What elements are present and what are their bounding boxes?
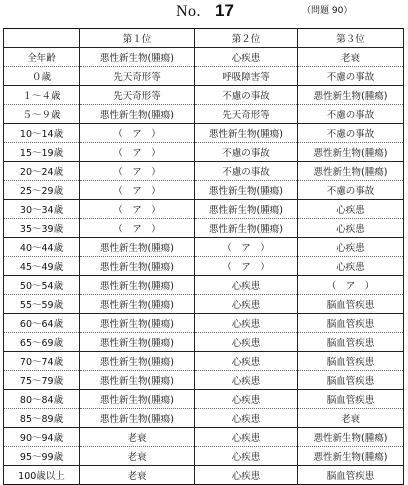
age-group-cell: 15～19歳 — [4, 143, 80, 162]
rank-3-cell: 悪性新生物(腫瘍) — [298, 143, 404, 162]
table-row — [4, 124, 404, 143]
age-group-cell: 55～59歳 — [4, 295, 80, 314]
table-row — [4, 143, 404, 162]
rank-1-cell: （ ア ） — [80, 124, 195, 143]
rank-3-cell: 脳血管疾患 — [298, 390, 404, 409]
age-group-cell: 70～74歳 — [4, 352, 80, 371]
rank-2-cell: 心疾患 — [195, 314, 298, 333]
table-row — [4, 409, 404, 428]
rank-1-cell: 老衰 — [80, 447, 195, 466]
rank-1-cell: 悪性新生物(腫瘍) — [80, 314, 195, 333]
age-group-cell: 60～64歳 — [4, 314, 80, 333]
rank-3-cell: 悪性新生物(腫瘍) — [298, 86, 404, 105]
age-group-cell: 65～69歳 — [4, 333, 80, 352]
rank-2-cell: 不慮の事故 — [195, 162, 298, 181]
rank-3-cell: 脳血管疾患 — [298, 371, 404, 390]
rank-2-cell: 不慮の事故 — [195, 86, 298, 105]
rank-3-cell: 心疾患 — [298, 200, 404, 219]
rank-1-cell: （ ア ） — [80, 219, 195, 238]
number-label: No. — [176, 3, 202, 20]
rank-1-cell: 悪性新生物(腫瘍) — [80, 390, 195, 409]
rank-2-cell: 心疾患 — [195, 447, 298, 466]
table-row — [4, 371, 404, 390]
rank-3-cell: 不慮の事故 — [298, 105, 404, 124]
table-row — [4, 219, 404, 238]
rank-3-cell: 脳血管疾患 — [298, 466, 404, 485]
rank-1-cell: 老衰 — [80, 466, 195, 485]
rank-2-cell: 悪性新生物(腫瘍) — [195, 124, 298, 143]
rank-3-cell: 心疾患 — [298, 238, 404, 257]
header-rank-2: 第２位 — [195, 29, 298, 48]
rank-2-cell: 悪性新生物(腫瘍) — [195, 219, 298, 238]
table-row — [4, 48, 404, 67]
age-group-cell: ０歳 — [4, 67, 80, 86]
table-row — [4, 447, 404, 466]
table-row — [4, 352, 404, 371]
rank-3-cell: 脳血管疾患 — [298, 314, 404, 333]
table-row — [4, 466, 404, 485]
rank-2-cell: 心疾患 — [195, 409, 298, 428]
rank-1-cell: 悪性新生物(腫瘍) — [80, 295, 195, 314]
table-row — [4, 428, 404, 447]
rank-1-cell: 悪性新生物(腫瘍) — [80, 409, 195, 428]
rank-2-cell: 呼吸障害等 — [195, 67, 298, 86]
rank-2-cell: （ ア ） — [195, 238, 298, 257]
table-row — [4, 200, 404, 219]
rank-3-cell: 悪性新生物(腫瘍) — [298, 447, 404, 466]
number-value: 17 — [215, 1, 234, 20]
age-group-cell: 90～94歳 — [4, 428, 80, 447]
rank-2-cell: 心疾患 — [195, 48, 298, 67]
rank-1-cell: 先天奇形等 — [80, 67, 195, 86]
header-corner-cell — [4, 29, 80, 48]
rank-3-cell: 不慮の事故 — [298, 67, 404, 86]
rank-1-cell: 老衰 — [80, 428, 195, 447]
rank-1-cell: （ ア ） — [80, 143, 195, 162]
table-row — [4, 257, 404, 276]
table-row — [4, 162, 404, 181]
age-group-cell: 100歳以上 — [4, 466, 80, 485]
age-group-cell: 45～49歳 — [4, 257, 80, 276]
rank-2-cell: 悪性新生物(腫瘍) — [195, 200, 298, 219]
age-group-cell: 40～44歳 — [4, 238, 80, 257]
rank-3-cell: （ ア ） — [298, 276, 404, 295]
rank-3-cell: 不慮の事故 — [298, 181, 404, 200]
rank-3-cell: 心疾患 — [298, 257, 404, 276]
rank-3-cell: 心疾患 — [298, 219, 404, 238]
age-group-cell: 85～89歳 — [4, 409, 80, 428]
rank-1-cell: （ ア ） — [80, 181, 195, 200]
rank-2-cell: 心疾患 — [195, 276, 298, 295]
table-header-row — [4, 29, 404, 48]
cause-of-death-table — [3, 28, 404, 485]
table-row — [4, 314, 404, 333]
rank-2-cell: 悪性新生物(腫瘍) — [195, 181, 298, 200]
rank-2-cell: 心疾患 — [195, 466, 298, 485]
rank-2-cell: 心疾患 — [195, 390, 298, 409]
rank-1-cell: 先天奇形等 — [80, 86, 195, 105]
table-row — [4, 295, 404, 314]
header-rank-3: 第３位 — [298, 29, 404, 48]
table-row — [4, 390, 404, 409]
age-group-cell: 95～99歳 — [4, 447, 80, 466]
rank-1-cell: 悪性新生物(腫瘍) — [80, 333, 195, 352]
rank-2-cell: 心疾患 — [195, 428, 298, 447]
page-header — [0, 0, 408, 26]
table-row — [4, 333, 404, 352]
rank-1-cell: 悪性新生物(腫瘍) — [80, 352, 195, 371]
rank-2-cell: 心疾患 — [195, 333, 298, 352]
rank-3-cell: 悪性新生物(腫瘍) — [298, 428, 404, 447]
age-group-cell: 35～39歳 — [4, 219, 80, 238]
rank-1-cell: 悪性新生物(腫瘍) — [80, 105, 195, 124]
rank-3-cell: 老衰 — [298, 48, 404, 67]
rank-3-cell: 脳血管疾患 — [298, 333, 404, 352]
table-row — [4, 86, 404, 105]
question-reference: （問題 90） — [302, 6, 353, 16]
rank-2-cell: （ ア ） — [195, 257, 298, 276]
table-row — [4, 238, 404, 257]
age-group-cell: 50～54歳 — [4, 276, 80, 295]
rank-1-cell: （ ア ） — [80, 162, 195, 181]
table-row — [4, 67, 404, 86]
age-group-cell: 75～79歳 — [4, 371, 80, 390]
rank-1-cell: 悪性新生物(腫瘍) — [80, 48, 195, 67]
rank-2-cell: 心疾患 — [195, 295, 298, 314]
age-group-cell: ５～９歳 — [4, 105, 80, 124]
age-group-cell: １～４歳 — [4, 86, 80, 105]
rank-1-cell: 悪性新生物(腫瘍) — [80, 371, 195, 390]
age-group-cell: 25～29歳 — [4, 181, 80, 200]
table-row — [4, 181, 404, 200]
table-row — [4, 276, 404, 295]
rank-1-cell: 悪性新生物(腫瘍) — [80, 238, 195, 257]
rank-1-cell: 悪性新生物(腫瘍) — [80, 276, 195, 295]
rank-1-cell: （ ア ） — [80, 200, 195, 219]
rank-2-cell: 先天奇形等 — [195, 105, 298, 124]
age-group-cell: 80～84歳 — [4, 390, 80, 409]
rank-3-cell: 不慮の事故 — [298, 124, 404, 143]
rank-3-cell: 老衰 — [298, 409, 404, 428]
rank-3-cell: 脳血管疾患 — [298, 295, 404, 314]
rank-1-cell: 悪性新生物(腫瘍) — [80, 257, 195, 276]
rank-2-cell: 心疾患 — [195, 371, 298, 390]
rank-2-cell: 心疾患 — [195, 352, 298, 371]
age-group-cell: 20～24歳 — [4, 162, 80, 181]
table-row — [4, 105, 404, 124]
age-group-cell: 全年齢 — [4, 48, 80, 67]
age-group-cell: 10～14歳 — [4, 124, 80, 143]
rank-3-cell: 脳血管疾患 — [298, 352, 404, 371]
age-group-cell: 30～34歳 — [4, 200, 80, 219]
header-rank-1: 第１位 — [80, 29, 195, 48]
rank-2-cell: 不慮の事故 — [195, 143, 298, 162]
rank-3-cell: 悪性新生物(腫瘍) — [298, 162, 404, 181]
